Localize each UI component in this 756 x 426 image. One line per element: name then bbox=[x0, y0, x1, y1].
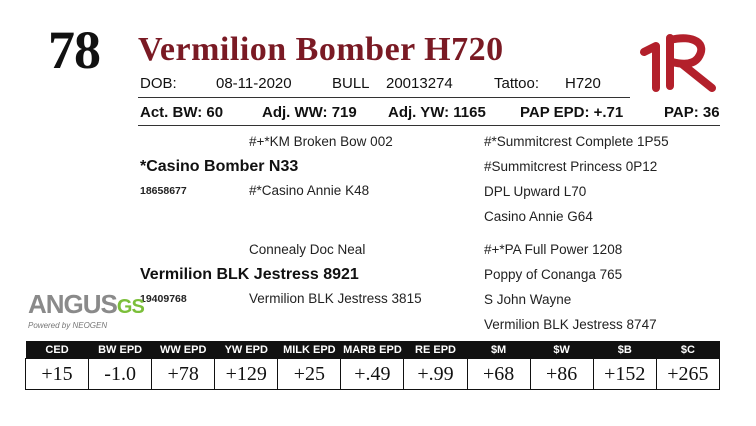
epd-header-cell: WW EPD bbox=[152, 341, 215, 359]
dam-sire: Connealy Doc Neal bbox=[249, 242, 366, 257]
logo-gs-text: GS bbox=[116, 296, 144, 318]
sire-dam: #*Casino Annie K48 bbox=[249, 183, 370, 198]
epd-header-cell: $C bbox=[656, 341, 719, 359]
epd-header-cell: YW EPD bbox=[215, 341, 278, 359]
epd-header-cell: $W bbox=[530, 341, 593, 359]
act-bw: Act. BW: 60 bbox=[140, 104, 224, 121]
animal-name: Vermilion Bomber H720 bbox=[138, 31, 504, 68]
dob-value: 08-11-2020 bbox=[216, 75, 292, 92]
stats-divider bbox=[138, 125, 720, 126]
epd-value-cell: +25 bbox=[278, 359, 341, 390]
epd-value-cell: +78 bbox=[152, 359, 215, 390]
lot-number: 78 bbox=[48, 20, 100, 80]
sire-dam-sire: DPL Upward L70 bbox=[484, 184, 587, 199]
epd-value-cell: +129 bbox=[215, 359, 278, 390]
epd-value-cell: +68 bbox=[467, 359, 530, 390]
epd-value-cell: -1.0 bbox=[89, 359, 152, 390]
header-divider bbox=[138, 97, 630, 98]
epd-value-cell: +265 bbox=[656, 359, 719, 390]
dam-dam: Vermilion BLK Jestress 3815 bbox=[249, 291, 422, 306]
sire-sire: #+*KM Broken Bow 002 bbox=[249, 134, 393, 149]
logo-angus-text: ANGUS bbox=[28, 289, 117, 319]
tattoo-value: H720 bbox=[565, 75, 601, 92]
epd-header-row bbox=[26, 341, 720, 359]
epd-header-cell: $B bbox=[593, 341, 656, 359]
epd-value-cell: +.99 bbox=[404, 359, 467, 390]
dob-label: DOB: bbox=[140, 75, 177, 92]
pap: PAP: 36 bbox=[664, 104, 720, 121]
sire-registration: 18658677 bbox=[140, 185, 187, 197]
registration-number: 20013274 bbox=[386, 75, 453, 92]
epd-table bbox=[25, 341, 720, 390]
dam-dam-dam: Vermilion BLK Jestress 8747 bbox=[484, 317, 657, 332]
epd-header-cell: CED bbox=[26, 341, 89, 359]
dam-sire-dam: Poppy of Conanga 765 bbox=[484, 267, 623, 282]
sire-sire-sire: #*Summitcrest Complete 1P55 bbox=[484, 134, 669, 149]
dam-dam-sire: S John Wayne bbox=[484, 292, 572, 307]
sire-dam-dam: Casino Annie G64 bbox=[484, 209, 593, 224]
tattoo-label: Tattoo: bbox=[494, 75, 540, 92]
epd-value-cell: +.49 bbox=[341, 359, 404, 390]
dam-name: Vermilion BLK Jestress 8921 bbox=[140, 266, 359, 283]
angus-gs-logo bbox=[28, 290, 144, 331]
epd-header-cell: $M bbox=[467, 341, 530, 359]
sire-name: *Casino Bomber N33 bbox=[140, 158, 299, 175]
epd-header-cell: RE EPD bbox=[404, 341, 467, 359]
epd-header-cell: MARB EPD bbox=[341, 341, 404, 359]
epd-value-cell: +152 bbox=[593, 359, 656, 390]
epd-value-cell: +86 bbox=[530, 359, 593, 390]
dam-sire-sire: #+*PA Full Power 1208 bbox=[484, 242, 623, 257]
sex-label: BULL bbox=[332, 75, 370, 92]
dam-registration: 19409768 bbox=[140, 293, 187, 305]
epd-value-cell: +15 bbox=[26, 359, 89, 390]
epd-value-row bbox=[26, 359, 720, 390]
vr-brand-icon bbox=[636, 30, 726, 92]
adj-ww: Adj. WW: 719 bbox=[262, 104, 357, 121]
pap-epd: PAP EPD: +.71 bbox=[520, 104, 624, 121]
epd-header-cell: MILK EPD bbox=[278, 341, 341, 359]
logo-powered-text: Powered by NEOGEN bbox=[28, 321, 108, 330]
epd-header-cell: BW EPD bbox=[89, 341, 152, 359]
sire-sire-dam: #Summitcrest Princess 0P12 bbox=[484, 159, 658, 174]
adj-yw: Adj. YW: 1165 bbox=[388, 104, 486, 121]
